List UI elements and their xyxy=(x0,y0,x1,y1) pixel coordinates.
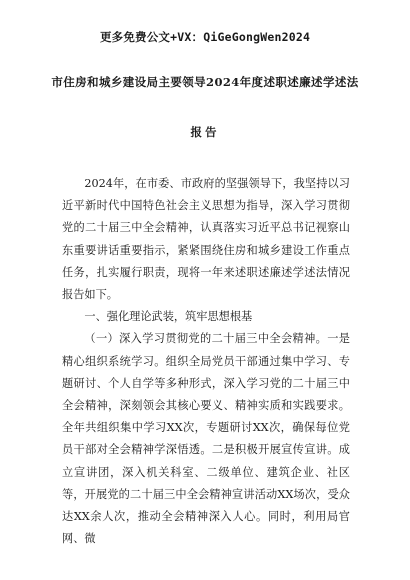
document-body xyxy=(62,173,350,550)
paragraph-intro: 2024年，在市委、市政府的坚强领导下，我坚持以习近平新时代中国特色社会主义思想为指导，深入学习贯彻党的二十届三中全会精神，认真落实习近平总书记视察山东重要讲话重要指示，紧紧围绕住房和城乡建设工作重点任务，扎实履行职责，现将一年来述职述廉述学述法情况报告如下。 xyxy=(62,177,350,302)
document-title: 市住房和城乡建设局主要领导2024年度述职述廉述学述法 xyxy=(51,75,359,89)
paragraph-section-1: （一）深入学习贯彻党的二十届三中全会精神。一是精心组织系统学习。组织全局党员干部通过集中学习、专题研讨、个人自学等多种形式，深入学习党的二十届三中全会精神，深刻领会其核心要义、精神实质和实践要求。全年共组织集中学习XX次，专题研讨XX次，确保每位党员干部对全会精神学深悟透。二是积极开展宣传宣讲。成立宣讲团，深入机关科室、二级单位、建筑企业、社区等，开展党的二十届三中全会精神宣讲活动XX场次，受众达XX余人次，推动全会精神深入人心。同时，利用局官网、微 xyxy=(62,332,350,546)
promo-watermark: 更多免费公文+VX：QiGeGongWen2024 xyxy=(99,30,311,44)
section-heading: 一、强化理论武装，筑牢思想根基 xyxy=(84,310,253,324)
document-subtitle: 报告 xyxy=(190,125,220,139)
